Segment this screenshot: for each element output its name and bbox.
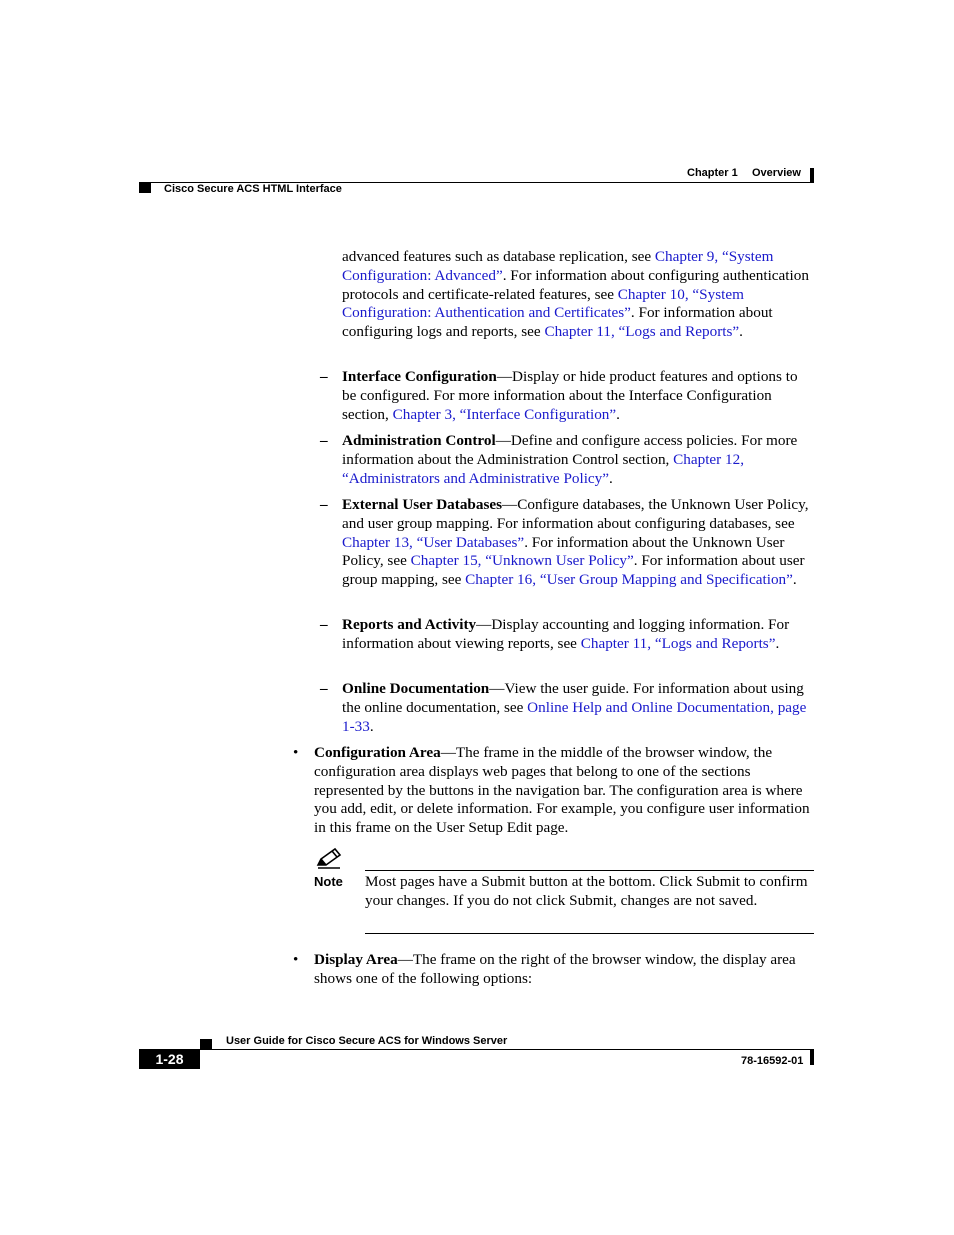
bullet-term: Display Area [314,951,398,968]
item-term: Online Documentation [342,680,490,697]
bullet-configuration-area [293,744,814,838]
item-term: Interface Configuration [342,368,497,385]
item-text: . [369,717,374,735]
bullet-marker: • [293,744,299,761]
section-marker [139,183,151,193]
bullet-text: —The frame on the right of the browser window, the display area shows one of the following options: [314,951,796,987]
item-term: Administration Control [342,432,496,449]
dash-marker: – [320,432,328,449]
item-text: . For information about the Unknown User Policy, see [342,533,785,570]
item-text: —Display or hide product features and options to be configured. For more information about the Interface Configuration section, [342,368,798,423]
item-text: —Display accounting and logging information. For information about viewing reports, see [342,616,790,652]
dash-marker: – [320,368,328,385]
item-text: —Define and configure access policies. For more information about the Administration Control section, [342,432,798,468]
link-chapter-13[interactable]: Chapter 13, “User Databases” [342,533,525,551]
item-text: . [616,405,620,423]
intro-text: . For information about configuring logs and reports, see [342,304,773,341]
note-bottom-rule [365,933,814,934]
bullet-text: —The frame in the middle of the browser window, the configuration area displays web pages that belong to one of the sections represented by the buttons in the navigation bar. The configuration area is where you add, edit, or delete information. For example, you configure user information in this frame on the User Setup Edit page. [314,744,810,837]
item-text: . For information about user group mapping, see [342,552,805,589]
link-chapter-3[interactable]: Chapter 3, “Interface Configuration” [392,405,617,423]
list-item-online-documentation [320,680,814,736]
page-number: 1-28 [139,1049,200,1069]
footer-marker [200,1039,212,1049]
link-chapter-16[interactable]: Chapter 16, “User Group Mapping and Specification” [465,571,793,589]
bullet-marker: • [293,951,299,968]
chapter-label: Chapter 1 [687,167,738,179]
link-chapter-12[interactable]: Chapter 12, “Administrators and Administrative Policy” [342,450,744,487]
link-chapter-9[interactable]: Chapter 9, “System Configuration: Advanced” [342,248,774,284]
item-text: . [609,469,613,487]
link-chapter-10[interactable]: Chapter 10, “System Configuration: Authentication and Certificates” [342,285,744,322]
intro-text: . [739,323,743,341]
chapter-title: Overview [752,167,801,179]
footer-right-marker [810,1050,814,1065]
note-label: Note [314,874,343,889]
section-title: Cisco Secure ACS HTML Interface [164,183,342,195]
dash-marker: – [320,496,328,513]
dash-marker: – [320,616,328,633]
bullet-display-area [293,951,814,989]
item-term: External User Databases [342,496,503,513]
bullet-term: Configuration Area [314,744,441,761]
guide-title: User Guide for Cisco Secure ACS for Windows Server [226,1035,508,1047]
link-online-help[interactable]: Online Help and Online Documentation, page 1-33 [342,698,807,735]
intro-paragraph [342,248,814,342]
intro-text: . For information about configuring authentication protocols and certificate-related features, see [342,266,809,303]
link-chapter-11[interactable]: Chapter 11, “Logs and Reports” [544,323,740,341]
doc-number: 78-16592-01 [741,1055,804,1067]
list-item-reports-and-activity [320,616,814,654]
link-chapter-11[interactable]: Chapter 11, “Logs and Reports” [580,634,776,652]
item-text: —View the user guide. For information about using the online documentation, see [342,680,804,716]
item-text: . [775,634,780,652]
header-marker [810,168,814,183]
dash-marker: – [320,680,328,697]
pencil-icon [316,847,342,869]
note-text: Most pages have a Submit button at the bottom. Click Submit to confirm your changes. If you do not click Submit, changes are not saved. [365,873,808,909]
intro-text: advanced features such as database replication, see [342,248,655,265]
footer-rule [139,1049,814,1050]
list-item-external-user-databases [320,496,814,590]
list-item-interface-configuration [320,368,814,424]
item-term: Reports and Activity [342,616,477,633]
note-top-rule [365,870,814,871]
item-text: . [792,571,797,589]
list-item-administration-control [320,432,814,488]
link-chapter-15[interactable]: Chapter 15, “Unknown User Policy” [410,552,634,570]
item-text: —Configure databases, the Unknown User Policy, and user group mapping. For information about configuring databases, see [342,496,809,532]
